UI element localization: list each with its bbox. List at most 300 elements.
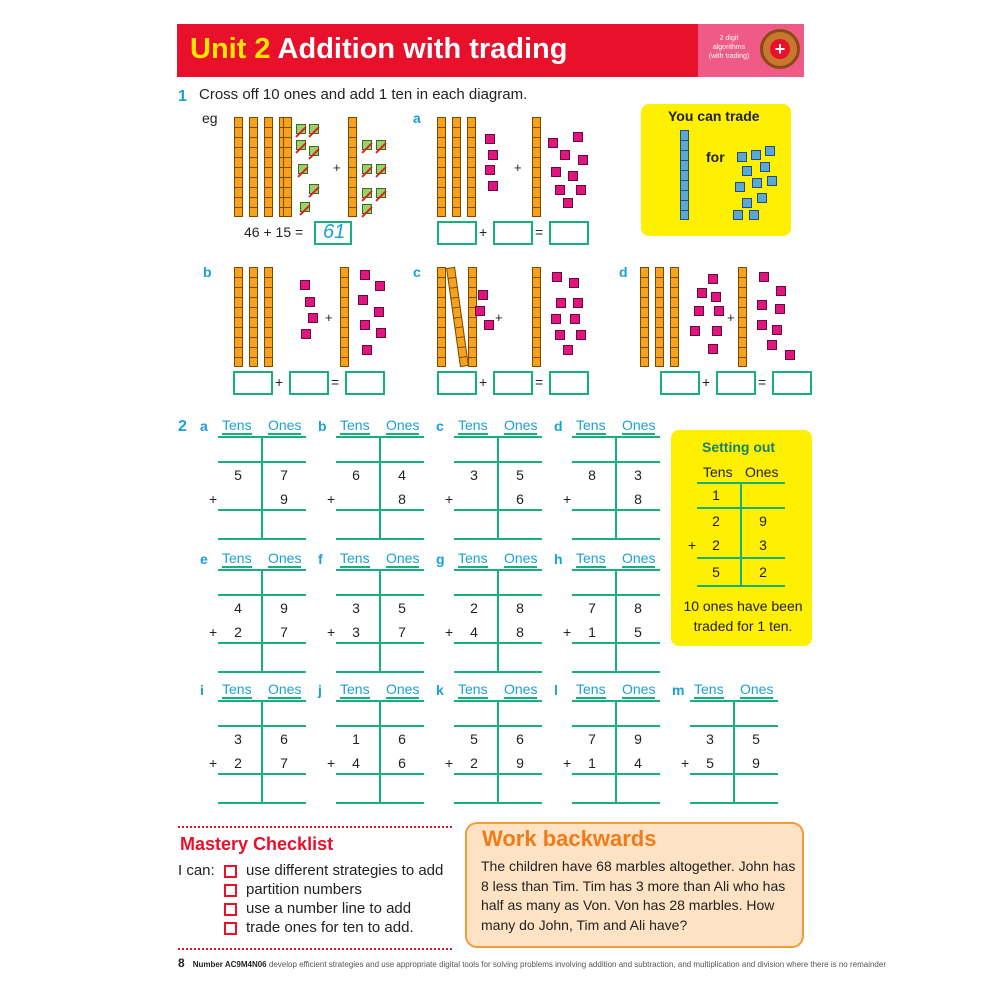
answer-box[interactable] xyxy=(289,371,329,395)
plus-symbol: + xyxy=(770,39,790,59)
rule-line xyxy=(379,436,381,539)
one-cube xyxy=(551,167,561,177)
plus-sign: + xyxy=(327,755,336,771)
equals-sign: = xyxy=(331,374,340,390)
plus-sign: + xyxy=(209,491,218,507)
rule-line xyxy=(454,773,542,775)
page-number: 8 xyxy=(178,956,185,970)
digit: 1 xyxy=(352,731,360,747)
mastery-item: trade ones for ten to add. xyxy=(246,919,414,936)
one-cube-icon xyxy=(742,166,752,176)
one-cube xyxy=(551,314,561,324)
rule-line xyxy=(690,725,778,727)
one-cube xyxy=(548,138,558,148)
one-cube xyxy=(712,326,722,336)
rule-line xyxy=(218,509,306,511)
one-cube xyxy=(767,340,777,350)
digit: 9 xyxy=(752,755,760,771)
digit: 5 xyxy=(752,731,760,747)
badge-line: (with trading) xyxy=(708,53,750,60)
column-header-tens: Tens xyxy=(340,417,370,433)
column-header-tens: Tens xyxy=(340,681,370,697)
digit: 2 xyxy=(234,624,242,640)
digit: 9 xyxy=(280,491,288,507)
mastery-item: partition numbers xyxy=(246,881,362,898)
ten-rod xyxy=(249,267,258,367)
example-equation: 46 + 15 = xyxy=(244,224,304,240)
rule-line xyxy=(454,725,542,727)
one-cube xyxy=(375,281,385,291)
rule-line xyxy=(454,509,542,511)
rule-line xyxy=(336,461,424,463)
digit: 1 xyxy=(588,624,596,640)
unit-label: Unit 2 xyxy=(190,33,271,65)
digit: 3 xyxy=(706,731,714,747)
one-cube xyxy=(475,306,485,316)
one-cube-icon xyxy=(749,210,759,220)
rule-line xyxy=(336,773,424,775)
setting-out-digit: 9 xyxy=(759,513,767,529)
rule-line xyxy=(336,671,424,673)
column-header-ones: Ones xyxy=(268,417,302,433)
one-cube xyxy=(552,272,562,282)
one-cube xyxy=(484,320,494,330)
rule-line xyxy=(454,802,542,804)
rule-line xyxy=(336,642,424,644)
one-cube-icon xyxy=(757,193,767,203)
rule-line xyxy=(497,569,499,672)
rule-line xyxy=(733,700,735,803)
column-header-ones: Ones xyxy=(504,550,538,566)
digit: 5 xyxy=(706,755,714,771)
diagram-label: a xyxy=(413,110,421,126)
example-answer: 61 xyxy=(323,221,346,243)
digit: 8 xyxy=(398,491,406,507)
page-footer xyxy=(178,956,886,970)
equals-sign: = xyxy=(535,374,544,390)
one-cube xyxy=(301,329,311,339)
problem-label: g xyxy=(436,551,445,567)
column-header-ones: Ones xyxy=(622,550,656,566)
checkbox[interactable] xyxy=(224,865,237,878)
setting-out-title: Setting out xyxy=(702,439,776,455)
one-cube xyxy=(563,345,573,355)
column-header-ones: Ones xyxy=(386,550,420,566)
rule-line xyxy=(218,802,306,804)
plus-sign: + xyxy=(563,755,572,771)
rule-line xyxy=(336,802,424,804)
answer-box[interactable] xyxy=(345,371,385,395)
problem-label: h xyxy=(554,551,563,567)
rule-line xyxy=(261,436,263,539)
one-cube xyxy=(757,320,767,330)
plus-sign: + xyxy=(514,160,522,175)
ten-rod xyxy=(467,117,476,217)
ten-rod xyxy=(670,267,679,367)
ten-rod xyxy=(468,267,477,367)
digit: 3 xyxy=(634,467,642,483)
digit: 4 xyxy=(234,600,242,616)
one-cube xyxy=(376,328,386,338)
digit: 3 xyxy=(234,731,242,747)
question-number: 2 xyxy=(178,418,187,435)
rule-line xyxy=(497,436,499,539)
one-cube xyxy=(573,132,583,142)
digit: 6 xyxy=(398,731,406,747)
setting-out-digit: 3 xyxy=(759,537,767,553)
setting-out-result: 5 xyxy=(712,564,720,580)
column-header-tens: Tens xyxy=(340,550,370,566)
equals-sign: = xyxy=(758,374,767,390)
one-cube xyxy=(714,306,724,316)
digit: 4 xyxy=(634,755,642,771)
one-cube xyxy=(374,307,384,317)
problem-label: l xyxy=(554,682,558,698)
checkbox[interactable] xyxy=(224,884,237,897)
one-cube xyxy=(708,274,718,284)
rule-line xyxy=(218,671,306,673)
one-cube-icon xyxy=(742,198,752,208)
digit: 5 xyxy=(234,467,242,483)
answer-box[interactable] xyxy=(549,221,589,245)
rule-line xyxy=(336,594,424,596)
plus-sign: + xyxy=(681,755,690,771)
rule-line xyxy=(615,436,617,539)
one-cube xyxy=(308,313,318,323)
question-instruction: Cross off 10 ones and add 1 ten in each diagram. xyxy=(199,86,528,103)
rule-line xyxy=(218,538,306,540)
digit: 5 xyxy=(470,731,478,747)
one-cube xyxy=(478,290,488,300)
digit: 8 xyxy=(588,467,596,483)
rule-line xyxy=(572,671,660,673)
plus-sign: + xyxy=(702,374,711,390)
plus-icon xyxy=(760,29,800,69)
rule-line xyxy=(454,538,542,540)
digit: 2 xyxy=(470,600,478,616)
digit: 3 xyxy=(352,624,360,640)
one-cube-icon xyxy=(767,176,777,186)
ten-rod xyxy=(437,117,446,217)
one-cube xyxy=(576,185,586,195)
rule-line xyxy=(572,461,660,463)
one-cube xyxy=(555,185,565,195)
digit: 7 xyxy=(588,600,596,616)
rule-line xyxy=(615,569,617,672)
trade-box-for: for xyxy=(706,149,725,165)
plus-sign: + xyxy=(479,374,488,390)
ten-rod xyxy=(234,117,243,217)
plus-sign: + xyxy=(688,537,697,553)
rule-line xyxy=(454,671,542,673)
diagram-label: d xyxy=(619,264,628,280)
column-header-ones: Ones xyxy=(386,417,420,433)
setting-out-digit: 2 xyxy=(712,513,720,529)
problem-label: a xyxy=(200,418,208,434)
checkbox[interactable] xyxy=(224,922,237,935)
digit: 7 xyxy=(280,755,288,771)
problem-label: e xyxy=(200,551,208,567)
digit: 5 xyxy=(516,467,524,483)
curriculum-description: develop efficient strategies and use appropriate digital tools for solving problems involving addition and subtraction, and multiplication and division where there is no remainder xyxy=(268,960,886,969)
column-header-ones: Ones xyxy=(622,417,656,433)
plus-sign: + xyxy=(445,755,454,771)
ten-rod xyxy=(738,267,747,367)
plus-sign: + xyxy=(727,310,735,325)
mastery-ican: I can: xyxy=(178,862,215,879)
digit: 3 xyxy=(352,600,360,616)
page-title xyxy=(190,33,568,66)
rule-line xyxy=(336,509,424,511)
answer-box[interactable] xyxy=(233,371,273,395)
problem-label: m xyxy=(672,682,685,698)
digit: 8 xyxy=(516,600,524,616)
ten-rod-partial xyxy=(283,117,292,217)
column-header-tens: Tens xyxy=(222,681,252,697)
column-header-tens: Tens xyxy=(222,417,252,433)
ten-rod-icon xyxy=(680,130,689,220)
badge-line: algorithms xyxy=(712,44,746,51)
ten-rod xyxy=(655,267,664,367)
checkbox[interactable] xyxy=(224,903,237,916)
diagram-label: b xyxy=(203,264,212,280)
one-cube xyxy=(569,278,579,288)
divider xyxy=(178,948,452,950)
digit: 7 xyxy=(398,624,406,640)
column-header-ones: Ones xyxy=(740,681,774,697)
rule-line xyxy=(379,700,381,803)
ten-rod xyxy=(446,267,469,367)
ten-rod xyxy=(264,267,273,367)
column-header-tens: Tens xyxy=(576,417,606,433)
one-cube xyxy=(570,314,580,324)
problem-label: f xyxy=(318,551,323,567)
column-header-ones: Ones xyxy=(386,681,420,697)
diagram-label: c xyxy=(413,264,421,280)
problem-label: j xyxy=(318,682,322,698)
column-header-ones: Ones xyxy=(504,681,538,697)
plus-sign: + xyxy=(327,491,336,507)
one-cube-icon xyxy=(733,210,743,220)
digit: 2 xyxy=(470,755,478,771)
digit: 4 xyxy=(352,755,360,771)
one-cube xyxy=(690,326,700,336)
plus-sign: + xyxy=(479,224,488,240)
setting-out-ones: Ones xyxy=(745,464,779,480)
one-cube-icon xyxy=(751,150,761,160)
one-cube xyxy=(485,165,495,175)
digit: 3 xyxy=(470,467,478,483)
rule-line xyxy=(218,773,306,775)
work-backwards-title: Work backwards xyxy=(482,826,657,851)
one-cube xyxy=(556,298,566,308)
ten-rod xyxy=(340,267,349,367)
digit: 6 xyxy=(516,491,524,507)
one-cube-icon xyxy=(760,162,770,172)
one-cube xyxy=(697,288,707,298)
rule-line xyxy=(740,482,742,586)
rule-line xyxy=(690,802,778,804)
plus-sign: + xyxy=(445,491,454,507)
mastery-item: use different strategies to add xyxy=(246,862,444,879)
column-header-tens: Tens xyxy=(576,550,606,566)
one-cube-icon xyxy=(765,146,775,156)
rule-line xyxy=(261,569,263,672)
rule-line xyxy=(615,700,617,803)
one-cube xyxy=(560,150,570,160)
rule-line xyxy=(336,725,424,727)
one-cube xyxy=(578,155,588,165)
one-cube xyxy=(573,298,583,308)
one-cube xyxy=(358,295,368,305)
one-cube xyxy=(759,272,769,282)
one-cube xyxy=(785,350,795,360)
digit: 5 xyxy=(634,624,642,640)
answer-box[interactable] xyxy=(437,371,477,395)
column-header-tens: Tens xyxy=(458,417,488,433)
one-cube-icon xyxy=(735,182,745,192)
problem-label: k xyxy=(436,682,444,698)
one-cube xyxy=(694,306,704,316)
digit: 1 xyxy=(588,755,596,771)
plus-sign: + xyxy=(275,374,284,390)
rule-line xyxy=(261,700,263,803)
mastery-item: use a number line to add xyxy=(246,900,412,917)
one-cube xyxy=(776,286,786,296)
setting-out-result: 2 xyxy=(759,564,767,580)
ten-rod xyxy=(452,117,461,217)
plus-sign: + xyxy=(209,755,218,771)
rule-line xyxy=(218,725,306,727)
problem-label: d xyxy=(554,418,563,434)
digit: 9 xyxy=(634,731,642,747)
plus-sign: + xyxy=(327,624,336,640)
plus-sign: + xyxy=(563,624,572,640)
digit: 6 xyxy=(516,731,524,747)
one-cube xyxy=(488,181,498,191)
plus-sign: + xyxy=(325,310,333,325)
answer-box[interactable] xyxy=(716,371,756,395)
setting-out-note: 10 ones have been traded for 1 ten. xyxy=(683,598,803,634)
column-header-tens: Tens xyxy=(458,681,488,697)
rule-line xyxy=(218,642,306,644)
rule-line xyxy=(572,594,660,596)
plus-sign: + xyxy=(495,310,503,325)
setting-out-tens: Tens xyxy=(703,464,733,480)
digit: 7 xyxy=(280,467,288,483)
unit-title: Addition with trading xyxy=(277,33,568,65)
rule-line xyxy=(697,557,785,559)
problem-label: c xyxy=(436,418,444,434)
one-cube xyxy=(772,325,782,335)
column-header-ones: Ones xyxy=(622,681,656,697)
mastery-title: Mastery Checklist xyxy=(180,834,334,854)
one-cube xyxy=(708,344,718,354)
rule-line xyxy=(690,773,778,775)
rule-line xyxy=(572,509,660,511)
ten-rod xyxy=(437,267,446,367)
digit: 4 xyxy=(470,624,478,640)
one-cube xyxy=(576,330,586,340)
one-cube xyxy=(711,292,721,302)
answer-box[interactable] xyxy=(772,371,812,395)
carry-digit: 1 xyxy=(712,487,720,503)
one-cube xyxy=(360,320,370,330)
divider xyxy=(178,826,452,828)
answer-box[interactable] xyxy=(437,221,477,245)
rule-line xyxy=(218,594,306,596)
digit: 7 xyxy=(588,731,596,747)
one-cube xyxy=(555,330,565,340)
digit: 8 xyxy=(516,624,524,640)
rule-line xyxy=(697,507,785,509)
column-header-ones: Ones xyxy=(268,550,302,566)
plus-sign: + xyxy=(445,624,454,640)
one-cube xyxy=(485,134,495,144)
digit: 2 xyxy=(234,755,242,771)
ten-rod xyxy=(264,117,273,217)
rule-line xyxy=(572,538,660,540)
example-label: eg xyxy=(202,110,218,126)
column-header-ones: Ones xyxy=(504,417,538,433)
rule-line xyxy=(336,538,424,540)
rule-line xyxy=(454,594,542,596)
ten-rod xyxy=(249,117,258,217)
one-cube-icon xyxy=(737,152,747,162)
answer-box[interactable] xyxy=(660,371,700,395)
badge-line: 2 digit xyxy=(719,35,739,42)
answer-box[interactable] xyxy=(493,221,533,245)
question-number: 1 xyxy=(178,88,187,105)
one-cube xyxy=(360,270,370,280)
problem-label: b xyxy=(318,418,327,434)
rule-line xyxy=(572,773,660,775)
rule-line xyxy=(572,802,660,804)
digit: 6 xyxy=(280,731,288,747)
ten-rod xyxy=(532,267,541,367)
ten-rod xyxy=(348,117,357,217)
rule-line xyxy=(572,725,660,727)
one-cube-icon xyxy=(752,178,762,188)
column-header-tens: Tens xyxy=(576,681,606,697)
digit: 4 xyxy=(398,467,406,483)
rule-line xyxy=(218,461,306,463)
ten-rod xyxy=(640,267,649,367)
one-cube xyxy=(300,280,310,290)
digit: 6 xyxy=(398,755,406,771)
column-header-tens: Tens xyxy=(222,550,252,566)
trade-box-title: You can trade xyxy=(668,108,760,124)
digit: 8 xyxy=(634,491,642,507)
digit: 8 xyxy=(634,600,642,616)
problem-label: i xyxy=(200,682,204,698)
rule-line xyxy=(697,585,785,587)
one-cube xyxy=(568,171,578,181)
work-backwards-text: The children have 68 marbles altogether. John has 8 less than Tim. Tim has 3 more than Ali who has half as many as Von. Von has 28 marbles. How many do John, Tim and Ali have? xyxy=(481,858,796,933)
one-cube xyxy=(362,345,372,355)
answer-box[interactable] xyxy=(549,371,589,395)
rule-line xyxy=(497,700,499,803)
one-cube xyxy=(563,198,573,208)
answer-box[interactable] xyxy=(493,371,533,395)
digit: 5 xyxy=(398,600,406,616)
digit: 7 xyxy=(280,624,288,640)
plus-sign: + xyxy=(333,160,341,175)
equals-sign: = xyxy=(535,224,544,240)
plus-sign: + xyxy=(209,624,218,640)
digit: 9 xyxy=(280,600,288,616)
rule-line xyxy=(379,569,381,672)
